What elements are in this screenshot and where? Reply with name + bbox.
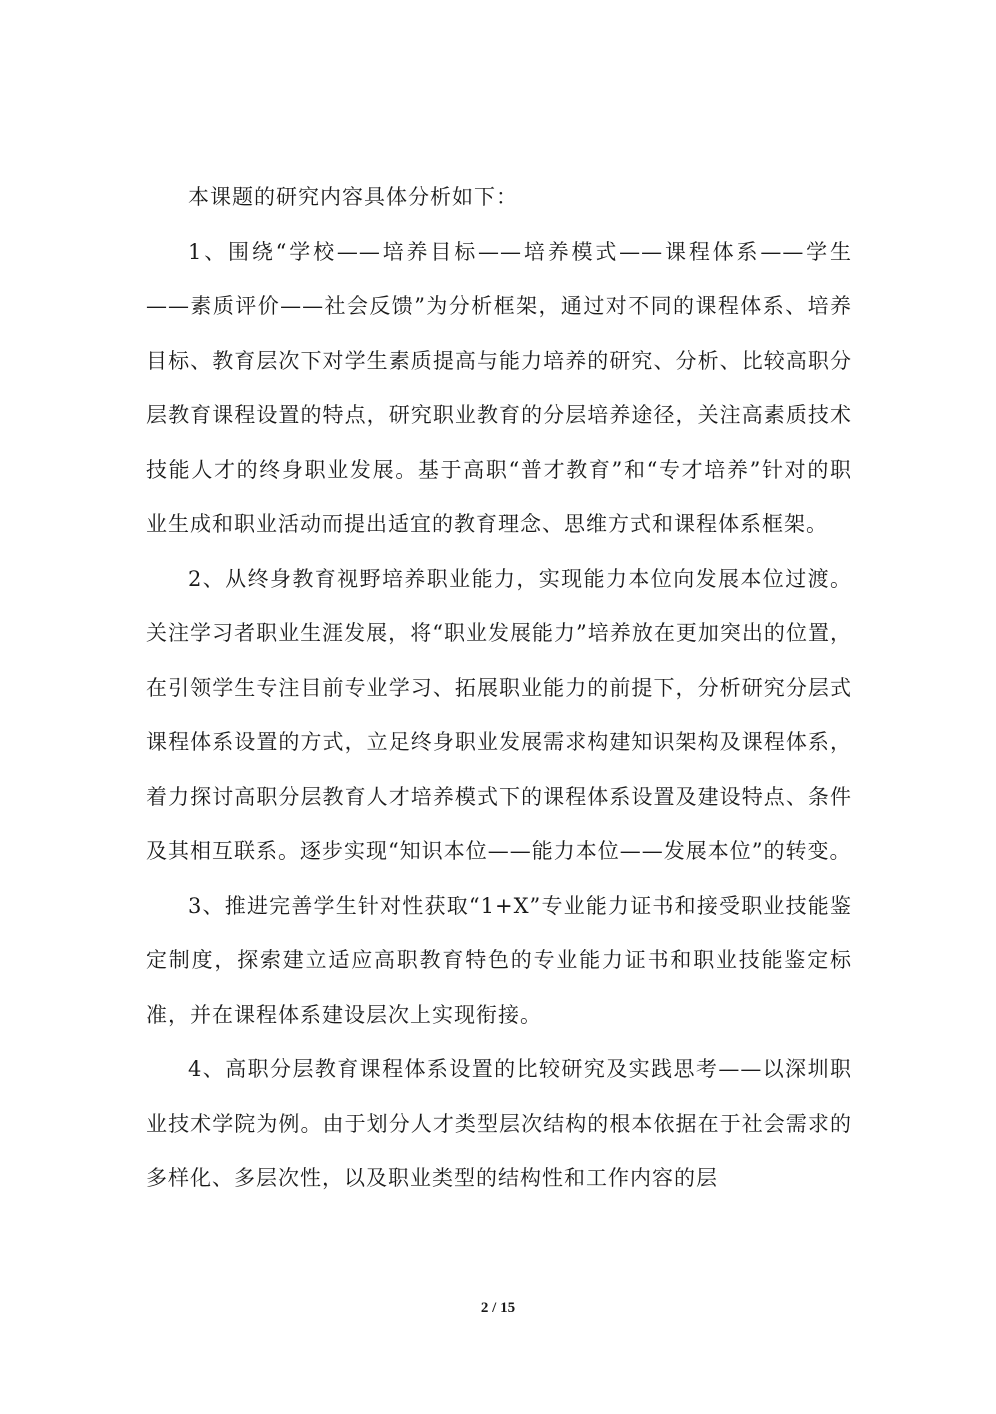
paragraph-4: 4、高职分层教育课程体系设置的比较研究及实践思考——以深圳职业技术学院为例。由于划分人才类型层次结构的根本依据在于社会需求的多样化、多层次性，以及职业类型的结构性和工作内容的层: [146, 1057, 852, 1190]
paragraph-1: 1、围绕“学校——培养目标——培养模式——课程体系——学生——素质评价——社会反馈”为分析框架，通过对不同的课程体系、培养目标、教育层次下对学生素质提高与能力培养的研究、分析、比较高职分层教育课程设置的特点，研究职业教育的分层培养途径，关注高素质技术技能人才的终身职业发展。基于高职“普才教育”和“专才培养”针对的职业生成和职业活动而提出适宜的教育理念、思维方式和课程体系框架。: [146, 239, 852, 536]
paragraph-intro: 本课题的研究内容具体分析如下：: [188, 185, 518, 209]
body-text: [146, 170, 852, 1206]
paragraph-3: 3、推进完善学生针对性获取“1+X”专业能力证书和接受职业技能鉴定制度，探索建立适应高职教育特色的专业能力证书和职业技能鉴定标准，并在课程体系建设层次上实现衔接。: [146, 893, 852, 1027]
paragraph-2: 2、从终身教育视野培养职业能力，实现能力本位向发展本位过渡。关注学习者职业生涯发展，将“职业发展能力”培养放在更加突出的位置，在引领学生专注目前专业学习、拓展职业能力的前提下，分析研究分层式课程体系设置的方式，立足终身职业发展需求构建知识架构及课程体系，着力探讨高职分层教育人才培养模式下的课程体系设置及建设特点、条件及其相互联系。逐步实现“知识本位——能力本位——发展本位”的转变。: [146, 566, 852, 863]
page-number: 2 / 15: [480, 1300, 516, 1316]
